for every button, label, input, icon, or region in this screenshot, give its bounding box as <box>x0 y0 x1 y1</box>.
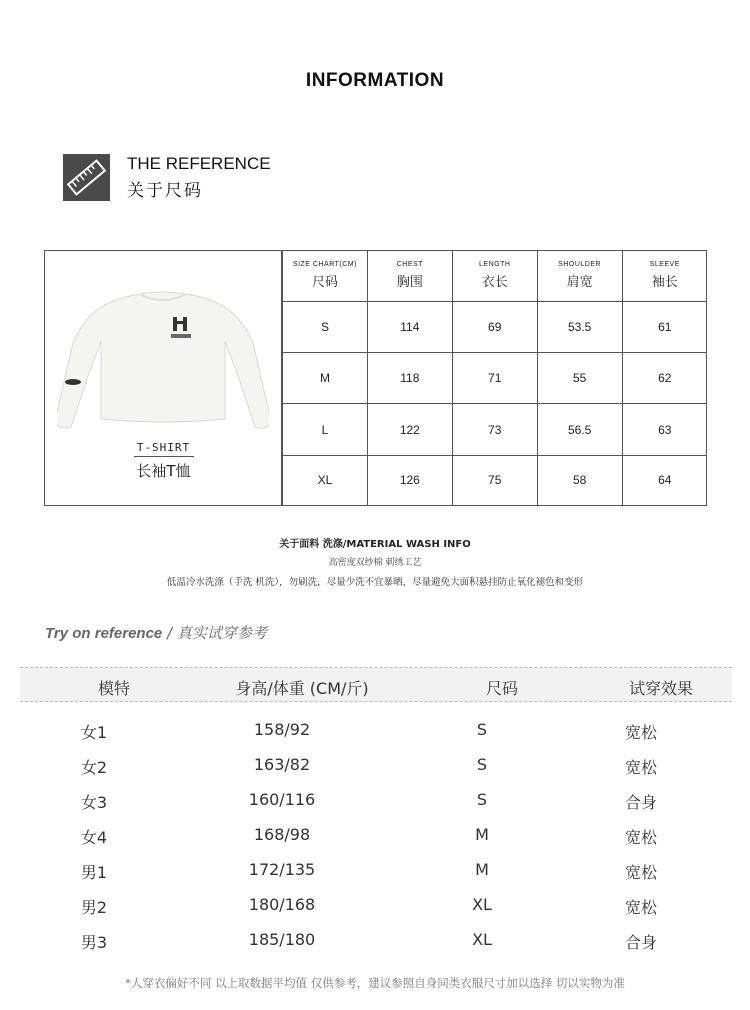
try-on-title <box>45 622 267 643</box>
page-title: INFORMATION <box>305 70 445 91</box>
list-item: 男3 185/180 XL 合身 <box>80 930 657 952</box>
header-size: 尺码 <box>485 679 518 698</box>
table-cell: 114 <box>367 301 452 352</box>
table-cell: 62 <box>622 352 707 403</box>
wash-info-title: 关于面料 洗涤/MATERIAL WASH INFO <box>279 539 471 550</box>
table-cell: 53.5 <box>537 301 622 352</box>
reference-title-en: THE REFERENCE <box>127 154 271 173</box>
list-item: 女1 158/92 S 宽松 <box>80 720 657 742</box>
list-item: 女2 163/82 S 宽松 <box>80 755 657 777</box>
header-height-weight: 身高/体重 (CM/斤) <box>235 679 369 698</box>
table-cell: 122 <box>367 404 452 455</box>
header-cell: LENGTH 衣长 <box>452 251 537 301</box>
table-cell: 61 <box>622 301 707 352</box>
wash-info-material: 高密度双纱棉 刺绣工艺 <box>328 558 422 568</box>
header-cell: SHOULDER 肩宽 <box>537 251 622 301</box>
table-row <box>283 404 708 455</box>
header-cell: SIZE CHART(CM) 尺码 <box>283 251 368 301</box>
table-cell: 56.5 <box>537 404 622 455</box>
try-on-title-cn: / 真实试穿参考 <box>162 624 267 642</box>
product-cell <box>45 251 282 505</box>
list-item: 女4 168/98 M 宽松 <box>80 825 657 847</box>
size-table <box>282 251 707 505</box>
ruler-icon <box>63 154 110 201</box>
table-cell: 64 <box>622 455 707 505</box>
list-item: 男1 172/135 M 宽松 <box>80 860 657 882</box>
footnote: *人穿衣偏好不同 以上取数据平均值 仅供参考，建议参照自身同类衣服尺寸加以选择 切以实物为准 <box>125 976 625 990</box>
tshirt-image <box>57 281 269 435</box>
size-chart <box>44 250 707 506</box>
size-table-header <box>283 251 708 301</box>
header-cell: CHEST 胸围 <box>367 251 452 301</box>
table-row <box>283 352 708 403</box>
header-fit: 试穿效果 <box>628 679 693 698</box>
header-cell: SLEEVE 袖长 <box>622 251 707 301</box>
table-cell: S <box>283 301 368 352</box>
product-label-en: T-SHIRT <box>136 441 191 454</box>
table-row <box>283 301 708 352</box>
list-item: 男2 180/168 XL 宽松 <box>80 895 657 917</box>
table-cell: 118 <box>367 352 452 403</box>
table-cell: 55 <box>537 352 622 403</box>
table-cell: 71 <box>452 352 537 403</box>
table-cell: M <box>283 352 368 403</box>
product-label-cn: 长袖T恤 <box>136 462 191 480</box>
table-cell: 73 <box>452 404 537 455</box>
list-item: 女3 160/116 S 合身 <box>80 790 657 812</box>
table-cell: 75 <box>452 455 537 505</box>
wash-info-instructions: 低温冷水洗涤（手洗 机洗），勿刷洗，尽量少洗不宜暴晒，尽量避免大面积悬挂防止氧化褪色和变形 <box>166 577 584 588</box>
table-cell: 58 <box>537 455 622 505</box>
table-cell: 69 <box>452 301 537 352</box>
divider <box>134 456 194 457</box>
table-cell: 126 <box>367 455 452 505</box>
table-cell: 63 <box>622 404 707 455</box>
header-model: 模特 <box>97 679 130 698</box>
try-on-title-en: Try on reference <box>45 625 163 642</box>
table-row <box>283 455 708 505</box>
reference-title-cn: 关于尺码 <box>127 181 203 201</box>
table-cell: XL <box>283 455 368 505</box>
table-cell: L <box>283 404 368 455</box>
try-on-header <box>20 667 732 702</box>
